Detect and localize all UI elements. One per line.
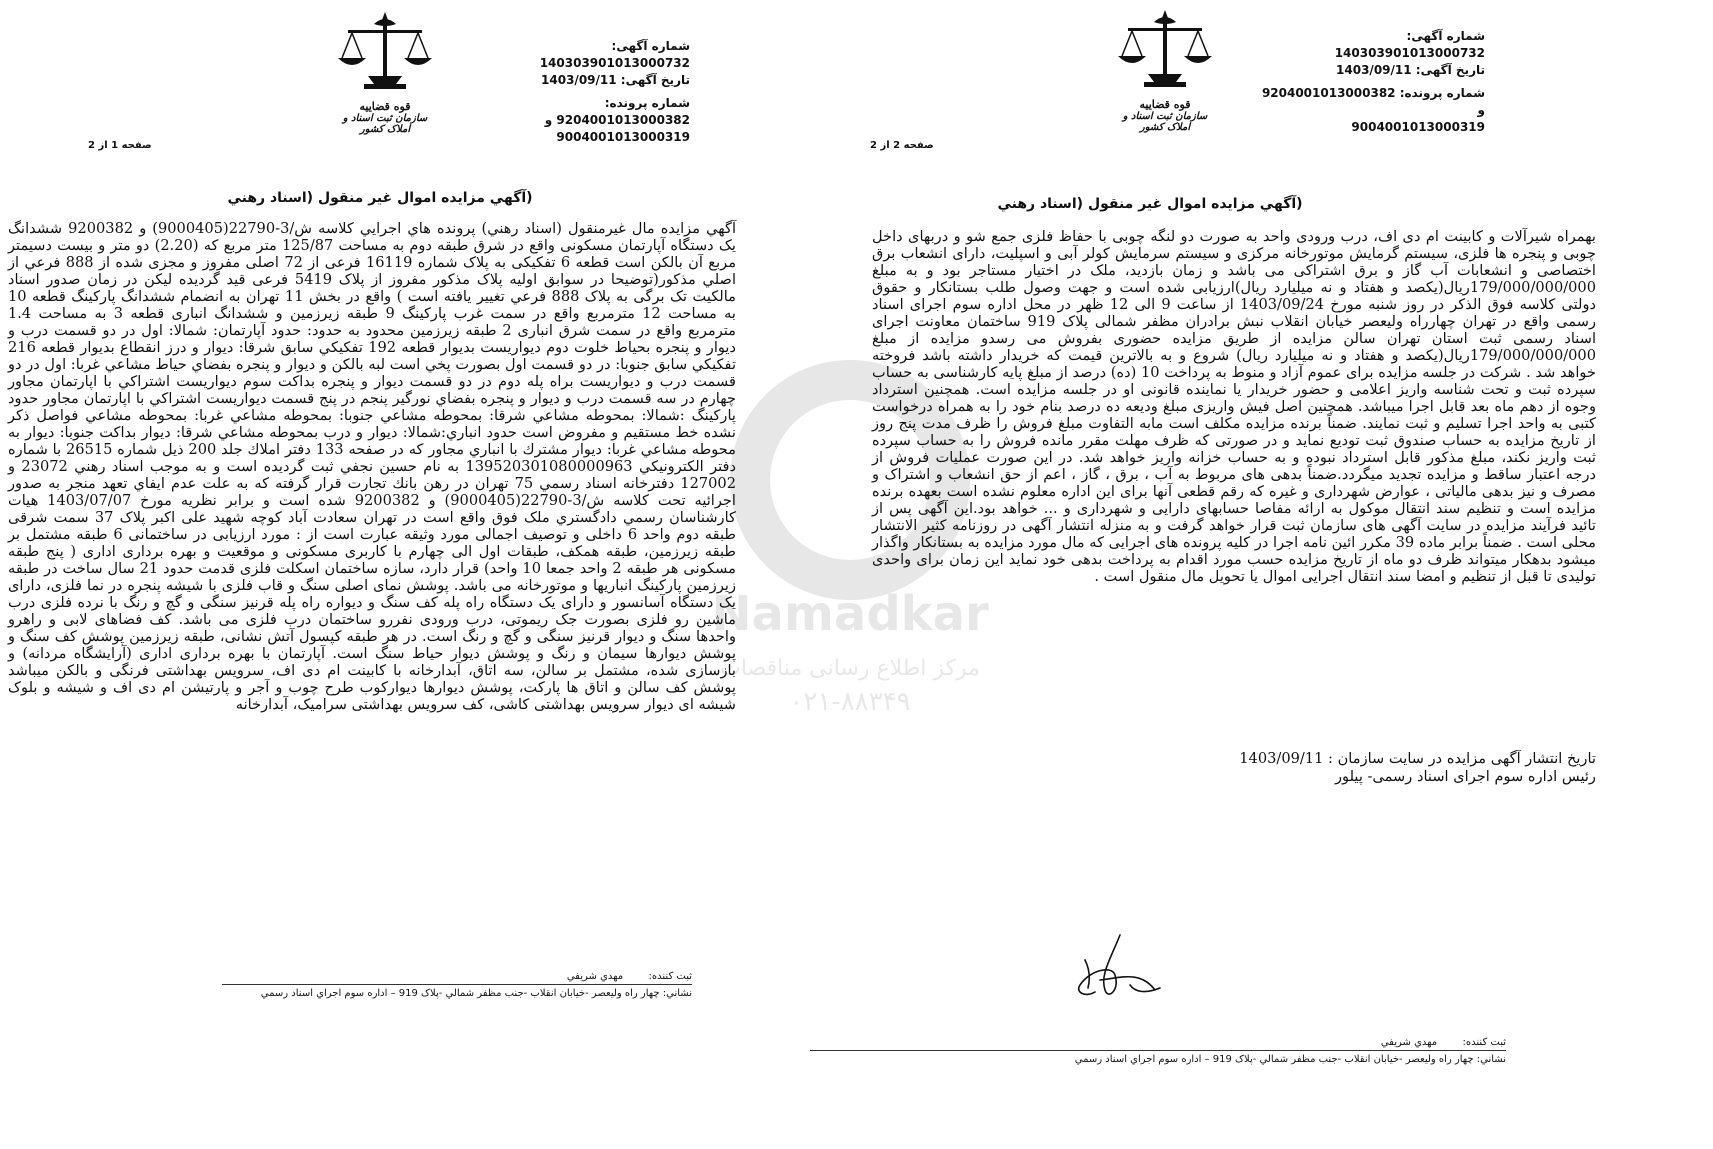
registrar-info (810, 1036, 1506, 1067)
emblem-caption-judiciary: قوه قضاییه (1139, 98, 1191, 111)
case-conjunction: و (1477, 103, 1485, 117)
case-number-2: 9004001013000319 (556, 130, 690, 144)
notice-date: 1403/09/11 (1336, 63, 1412, 77)
case-number-1: 9204001013000382 (1261, 86, 1396, 100)
signer-title: رئيس اداره سوم اجرای اسناد رسمی- پیلور (1335, 768, 1596, 785)
footer-divider (222, 984, 692, 985)
watermark-line-3: ۰۲۱-۸۸۳۴۹ (789, 687, 911, 717)
case-number-2: 9004001013000319 (1351, 120, 1485, 134)
notice-title: (آگهي مزايده اموال غير منقول (اسناد رهني (227, 190, 533, 206)
notice-date-label: تاریخ آگهی: (620, 73, 690, 87)
emblem-caption-registration-org: سازمان ثبت اسناد و املاک کشور (1122, 111, 1208, 133)
office-address: نشاني: چهار راه وليعصر -خيابان انقلاب -جنب مظفر شمالي -پلاک 919 – اداره سوم اجراي اسناد رسمي (1074, 1054, 1506, 1065)
handwritten-signature (1060, 930, 1170, 1010)
footer-divider (810, 1050, 1506, 1051)
watermark-line-1: Namadkar (711, 586, 989, 642)
notice-date: 1403/09/11 (541, 73, 617, 87)
registrar-name: مهدي شريفي (566, 971, 624, 982)
registrar-label: ثبت کننده: (648, 971, 692, 982)
notice-body: آگهي مزايده مال غيرمنقول (اسناد رهني) پرونده هاي اجرايي كلاسه ش/3-22790(9000405) و 9200382 ششدانگ یک دستگاه آپارتمان مسکونی واقع در شرق طبقه دوم به مساحت 125/87 متر مربع که (2.20) دو متر و بیست دسیمتر مربع آن بالکن است قطعه 6 تفکیکی به پلاک شماره 16119 فرعی از 72 اصلی مفروز و مجزی شده از 888 فرعي از اصلي مذكور(توضيحا در سوابق اوليه پلاک مذكور مفروز از پلاک 5419 فرعی قید گرديده ليكن در زمان صدور اسناد مالکیت تک برگی به پلاک 888 فرعي تغيير يافته است ) واقع در بخش 11 تهران به انضمام ششدانگ پارکینگ قطعه 10 به مساحت 12 مترمربع واقع در سمت غرب پارکینگ 9 طبقه زیرزمین و ششدانگ انباری قطعه 3 به مساحت 1.4 مترمربع واقع در سمت شرق انباری 2 طبقه زیرزمین محدود به حدود: حدود آپارتمان: شمالا: اول در دو قسمت درب و دیوار و پنجره بحیاط خلوت دوم دیواریست بدیوار قطعه 192 تفكيكي سابق شرقا: ديوار و درز انقطاع بديوار قطعه 216 تفكيكي سابق جنوبا: در دو قسمت اول بصورت پخي است لبه بالكن و ديوار و پنجره بفضاي حياط مشاعي غربا: اول در دو قسمت درب و ديواريست براه پله دوم در دو قسمت ديوار و پنجره بداكت سوم ديواريست اشتراكي با اپارتمان مجاور چهارم در سه قسمت درب و ديوار و پنجره بفضاي نورگير پنجم در پنج قسمت ديواريست اشتراكي با اپارتمان مجاور حدود پاركينگ :شمالا: بمحوطه مشاعي شرقا: بمحوطه مشاعي جنوبا: بمحوطه مشاعي غربا: بمحوطه مشاعي فواصل ذكر نشده خط مستقيم و مفروض است حدود انباري:شمالا: ديوار و درب بمحوطه مشاعي شرقا: ديوار بداكت جنوبا: ديوار به محوطه مشاعي غربا: ديوار مشترك با انباري مجاور كه در صفحه 133 دفتر املاك جلد 200 ذيل شماره 26515 با شماره دفتر الكترونيكي 139520301080000963 به نام حسين نجفي ثبت گرديده است و به موجب اسناد رهني 23072 و 127002 دفترخانه اسناد رسمي 75 تهران در رهن بانك تجارت قرار گرفته كه به علت عدم ايفاي تعهد منجر به صدور اجرائيه تحت كلاسه ش/3-22790(9000405) و 9200382 شده است و برابر نظريه مورخ 1403/07/07 هيات كارشناسان رسمي دادگستري ملک فوق واقع است در تهران سعادت آباد کوچه شهید علی اکبر پلاک 37 سمت شرقی طبقه دوم واحد 6 داخلی و توصیف اجمالی مورد وثیقه عبارت است از : مورد ارزیابی در ساختمانی 6 طبقه مشتمل بر طبقه زیرزمین، طبقه همکف، طبقات اول الی چهارم با کاربری مسکونی و موقعیت و بهره برداری اداری ( پنج طبقه مسکونی هر طبقه 2 واحد جمعا 10 واحد) قرار دارد، سازه ساختمان اسکلت فلزی قدمت حدود 21 سال ساخت در طبقه زیرزمین پارکینگ انباریها و موتورخانه می باشد. پوشش نمای اصلی سنگ و قاب فلزی با شیشه پنجره در نما فلزی، دارای یک دستگاه آسانسور و دارای یک دستگاه راه پله کف سنگ و دیواره راه پله قرنیز سنگی و گچ و رنگ با نرده فلزی درب ماشین رو فلزی بصورت جک ریموتی، درب ورودی نفررو ساختمان درب فلزی می باشد. کف فضاهای لابی و راهرو واحدها سنگ و دیوار قرنیز سنگی و گچ و رنگ است. در هر طبقه کپسول آتش نشانی، طبقه زیرزمین پوشش کف سنگ و پوشش دیوارها سیمان و رنگ و پوشش دیوار حیاط سنگ است. آپارتمان با بهره برداری اداری (آرایشگاه مردانه) و بازسازی شده، مشتمل بر سالن، سه اتاق، آبدارخانه با کابینت ام دی اف، سرویس بهداشتی فرنگی و بالکن میباشد پوشش کف سالن و اتاق ها پارکت، پوشش دیوارها دیوارکوب طرح چوب و آجر و پارتیشن ام دی اف و شیشه و بلوک شیشه ای دیوار سرویس بهداشتی کاشی، کف سرویس بهداشتی سرامیک، آبدارخانه (8, 220, 737, 713)
notice-number: 140303901013000732 (1334, 46, 1485, 60)
registrar-info (222, 970, 692, 1001)
scales-of-justice-icon (330, 6, 440, 98)
case-number-label: شماره پرونده: (604, 96, 690, 110)
notice-number-label: شماره آگهی: (1406, 29, 1485, 43)
closing-block (960, 750, 1596, 786)
publish-date: 1403/09/11 (1239, 750, 1324, 767)
scales-of-justice-icon (1110, 4, 1220, 96)
case-number-label: شماره پرونده: (1399, 86, 1485, 100)
case-conjunction: و (544, 113, 553, 127)
case-number-1: 9204001013000382 (556, 113, 690, 127)
publish-date-label: تاریخ انتشار آگهی مزایده در سایت سازمان : (1328, 750, 1596, 767)
notice-metadata (470, 38, 690, 146)
notice-body: بهمراه شیرآلات و کابینت ام دی اف، درب ورودی واحد به صورت دو لنگه چوبی با حفاظ فلزی جمع شو و دربهای داخل چوبی و پنجره ها فلزی، سیستم گرمایش موتورخانه مرکزی و سیستم سرمایش کولر آبی و اسپلیت، دارای انشعاب برق اختصاصی و انشعابات آب گاز و برق اشتراکی می باشد و زمان بازدید، ملک در اختیار مستاجر بود و به مبلغ 179/000/000/000ريال(یکصد و هفتاد و نه میلیارد ريال)ارزيابی شده است و جهت وصول طلب بستانکار و حقوق دولتی کلاسه فوق الذکر در روز شنبه مورخ 1403/09/24 از ساعت 9 الی 12 ظهر در محل اداره سوم اجرای اسناد رسمی واقع در تهران چهارراه ولیعصر خیابان انقلاب نبش برادران مظفر شمالی پلاک 919 ساختمان معاونت اجرای اسناد رسمی ثبت استان تهران سالن مزایده از طریق مزایده حضوری بفروش می رسدو مزایده از مبلغ 179/000/000/000ريال(یکصد و هفتاد و نه میلیارد ريال) شروع و به بالاترین قیمت که خریدار داشته باشد فروخته خواهد شد . شرکت در جلسه مزایده برای عموم آزاد و منوط به پرداخت 10 (ده) درصد از مبلغ پایه کارشناسی به حساب سپرده ثبت و تحت شناسه واریز اعلامی و حضور خریدار یا نماینده قانونی او در جلسه مزایده است. همچنین استرداد وجوه از دهم ماه بعد قابل اجرا میباشد. همچنین اصل فیش واریزی مبلغ ودیعه ده درصد بنام خود را به همراه درخواست کتبی به واحد اجرا تسلیم و ثبت نمایند. ضمناً برنده مزایده مکلف است مابه التفاوت مبلغ فروش را ظرف مدت پنج روز از تاریخ مزایده به حساب صندوق ثبت تودیع نماید و در صورتی که ظرف مهلت مقرر مانده فروش را به حساب سپرده ثبت واریز نکند، مبلغ مذکور قابل استرداد نبوده و به حساب خزانه واریز خواهد شد. در این صورت عملیات فروش از درجه اعتبار ساقط و مزایده تجدید میگردد.ضمناً بدهی های مربوط به آب ، برق ، گاز ، اعم از حق انشعاب و اشتراک و مصرف و نیز بدهی مالیاتی ، عوارض شهرداری و غیره که رقم قطعی آنها برای این اداره معلوم نشده است بعهده برنده مزایده است و تنظیم سند انتقال موکول به ارائه مفاصا حسابهای دارایی و شهرداری و ... خواهد بود.این آگهی پس از تائید فرآیند مزایده در سایت آگهی های سازمان ثبت قرار خواهد گرفت و به منزله انتشار آگهی در روزنامه کثیر الانتشار محلی است . ضمناً برابر ماده 39 مکرر ائین نامه اجرا در کلیه پرونده های اجرایی که مال مورد مزایده به بستانکار واگذار میشود بدهکار میتواند ظرف دو ماه از تاریخ مزایده حسب مورد اقدام به پرداخت بدهی خود نماید این زمان برای واحدی تولیدی تا قبل از تنظیم و امضا سند انتقال اجرایی اموال یا تحویل مال منقول است . (872, 228, 1597, 585)
page-number: صفحه 1 از 2 (88, 140, 152, 151)
registrar-name: مهدي شريفي (1380, 1037, 1438, 1048)
office-address: نشاني: چهار راه وليعصر -خيابان انقلاب -جنب مظفر شمالي -پلاک 919 – اداره سوم اجراي اسناد رسمي (260, 988, 692, 999)
notice-number-label: شماره آگهی: (611, 39, 690, 53)
notice-date-label: تاریخ آگهی: (1415, 63, 1485, 77)
emblem-caption-judiciary: قوه قضاییه (359, 100, 411, 113)
page-number: صفحه 2 از 2 (870, 140, 934, 151)
registrar-label: ثبت کننده: (1462, 1037, 1506, 1048)
notice-number: 140303901013000732 (539, 56, 690, 70)
notice-metadata (1255, 28, 1485, 136)
notice-page-2 (860, 0, 1713, 1149)
emblem-caption-registration-org: سازمان ثبت اسناد و املاک کشور (342, 113, 428, 135)
watermark-line-2: مرکز اطلاع رسانی مناقصات (720, 656, 980, 681)
judiciary-emblem (330, 6, 440, 135)
judiciary-emblem (1110, 4, 1220, 133)
notice-title: (آگهي مزايده اموال غير منقول (اسناد رهني (997, 196, 1303, 212)
